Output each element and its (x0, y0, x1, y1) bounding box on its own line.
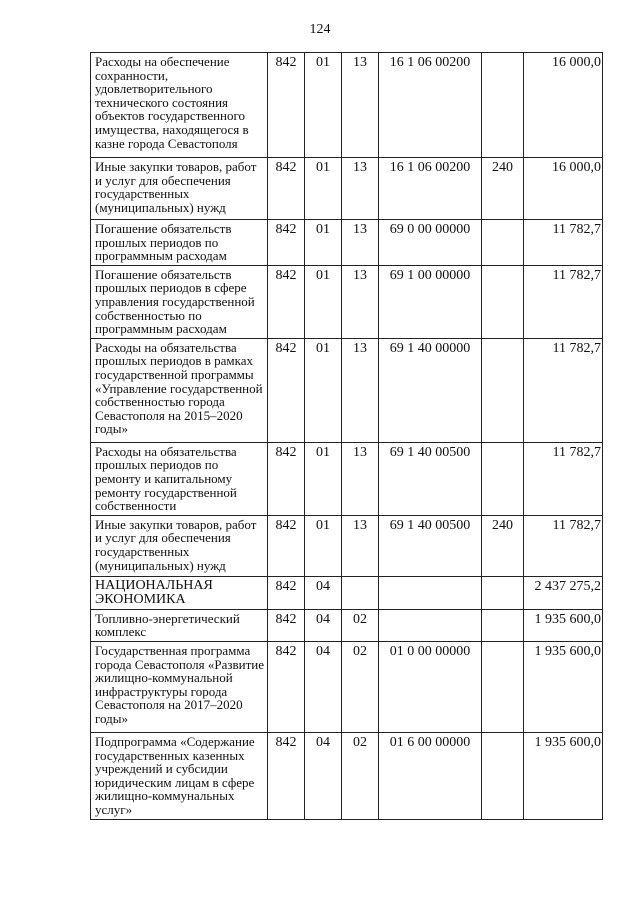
subsection-code-cell: 13 (342, 265, 379, 338)
table-row (91, 515, 603, 576)
section-code-cell: 01 (305, 515, 342, 576)
amount-cell: 1 935 600,0 (524, 609, 603, 641)
target-article-cell: 69 1 40 00000 (379, 338, 482, 442)
admin-code-cell: 842 (268, 158, 305, 220)
section-code-cell: 01 (305, 338, 342, 442)
admin-code-cell: 842 (268, 442, 305, 515)
section-code-cell: 04 (305, 576, 342, 609)
row-name-cell: Иные закупки товаров, работ и услуг для обеспечения государственных (муниципальных) нужд (91, 515, 268, 576)
page-number: 124 (309, 22, 331, 37)
admin-code-cell: 842 (268, 515, 305, 576)
target-article-cell: 69 0 00 00000 (379, 220, 482, 266)
subsection-code-cell: 13 (342, 338, 379, 442)
target-article-cell: 16 1 06 00200 (379, 158, 482, 220)
section-code-cell: 01 (305, 158, 342, 220)
expense-type-cell (482, 265, 524, 338)
admin-code-cell: 842 (268, 641, 305, 732)
admin-code-cell: 842 (268, 220, 305, 266)
section-code-cell: 01 (305, 53, 342, 158)
target-article-cell: 69 1 00 00000 (379, 265, 482, 338)
subsection-code-cell: 13 (342, 53, 379, 158)
amount-cell: 11 782,7 (524, 265, 603, 338)
expense-type-cell: 240 (482, 515, 524, 576)
row-name-cell: НАЦИОНАЛЬНАЯ ЭКОНОМИКА (91, 576, 268, 609)
table-row (91, 732, 603, 819)
admin-code-cell: 842 (268, 609, 305, 641)
subsection-code-cell: 13 (342, 442, 379, 515)
row-name-cell: Расходы на обязательства прошлых периодов в рамках государственной программы «Управление государственной собственностью города Севастополя на 2015–2020 годы» (91, 338, 268, 442)
row-name-cell: Подпрограмма «Содержание государственных казенных учреждений и субсидии юридическим лицам в сфере жилищно-коммунальных услуг» (91, 732, 268, 819)
row-name-cell: Погашение обязательств прошлых периодов по программным расходам (91, 220, 268, 266)
row-name-cell: Топливно-энергетический комплекс (91, 609, 268, 641)
row-name-cell: Расходы на обязательства прошлых периодов по ремонту и капитальному ремонту государственной собственности (91, 442, 268, 515)
amount-cell: 1 935 600,0 (524, 641, 603, 732)
table-row (91, 442, 603, 515)
table-row (91, 576, 603, 609)
section-code-cell: 04 (305, 732, 342, 819)
row-name-cell: Расходы на обеспечение сохранности, удовлетворительного технического состояния объектов государственного имущества, находящегося в казне города Севастополя (91, 53, 268, 158)
section-code-cell: 01 (305, 442, 342, 515)
section-code-cell: 04 (305, 609, 342, 641)
expense-type-cell (482, 53, 524, 158)
amount-cell: 11 782,7 (524, 220, 603, 266)
table-row (91, 158, 603, 220)
amount-cell: 2 437 275,2 (524, 576, 603, 609)
expense-type-cell (482, 442, 524, 515)
expense-type-cell (482, 220, 524, 266)
target-article-cell (379, 609, 482, 641)
table-row (91, 265, 603, 338)
admin-code-cell: 842 (268, 732, 305, 819)
row-name-cell: Иные закупки товаров, работ и услуг для обеспечения государственных (муниципальных) нужд (91, 158, 268, 220)
admin-code-cell: 842 (268, 576, 305, 609)
table-row (91, 220, 603, 266)
subsection-code-cell: 02 (342, 732, 379, 819)
target-article-cell: 16 1 06 00200 (379, 53, 482, 158)
expense-type-cell (482, 576, 524, 609)
subsection-code-cell: 02 (342, 641, 379, 732)
target-article-cell: 69 1 40 00500 (379, 442, 482, 515)
row-name-cell: Погашение обязательств прошлых периодов в сфере управления государственной собственностью по программным расходам (91, 265, 268, 338)
table-row (91, 641, 603, 732)
amount-cell: 16 000,0 (524, 53, 603, 158)
budget-table (90, 52, 603, 820)
table-body (91, 53, 603, 820)
target-article-cell: 69 1 40 00500 (379, 515, 482, 576)
amount-cell: 1 935 600,0 (524, 732, 603, 819)
amount-cell: 11 782,7 (524, 442, 603, 515)
subsection-code-cell: 13 (342, 220, 379, 266)
table-row (91, 53, 603, 158)
section-code-cell: 04 (305, 641, 342, 732)
subsection-code-cell: 13 (342, 515, 379, 576)
subsection-code-cell (342, 576, 379, 609)
expense-type-cell (482, 732, 524, 819)
amount-cell: 11 782,7 (524, 515, 603, 576)
table-row (91, 609, 603, 641)
section-code-cell: 01 (305, 220, 342, 266)
section-code-cell: 01 (305, 265, 342, 338)
expense-type-cell (482, 641, 524, 732)
admin-code-cell: 842 (268, 53, 305, 158)
amount-cell: 16 000,0 (524, 158, 603, 220)
expense-type-cell (482, 609, 524, 641)
expense-type-cell: 240 (482, 158, 524, 220)
target-article-cell: 01 6 00 00000 (379, 732, 482, 819)
target-article-cell (379, 576, 482, 609)
subsection-code-cell: 13 (342, 158, 379, 220)
target-article-cell: 01 0 00 00000 (379, 641, 482, 732)
table-row (91, 338, 603, 442)
amount-cell: 11 782,7 (524, 338, 603, 442)
admin-code-cell: 842 (268, 338, 305, 442)
admin-code-cell: 842 (268, 265, 305, 338)
expense-type-cell (482, 338, 524, 442)
row-name-cell: Государственная программа города Севастополя «Развитие жилищно-коммунальной инфраструктуры города Севастополя на 2017–2020 годы» (91, 641, 268, 732)
subsection-code-cell: 02 (342, 609, 379, 641)
